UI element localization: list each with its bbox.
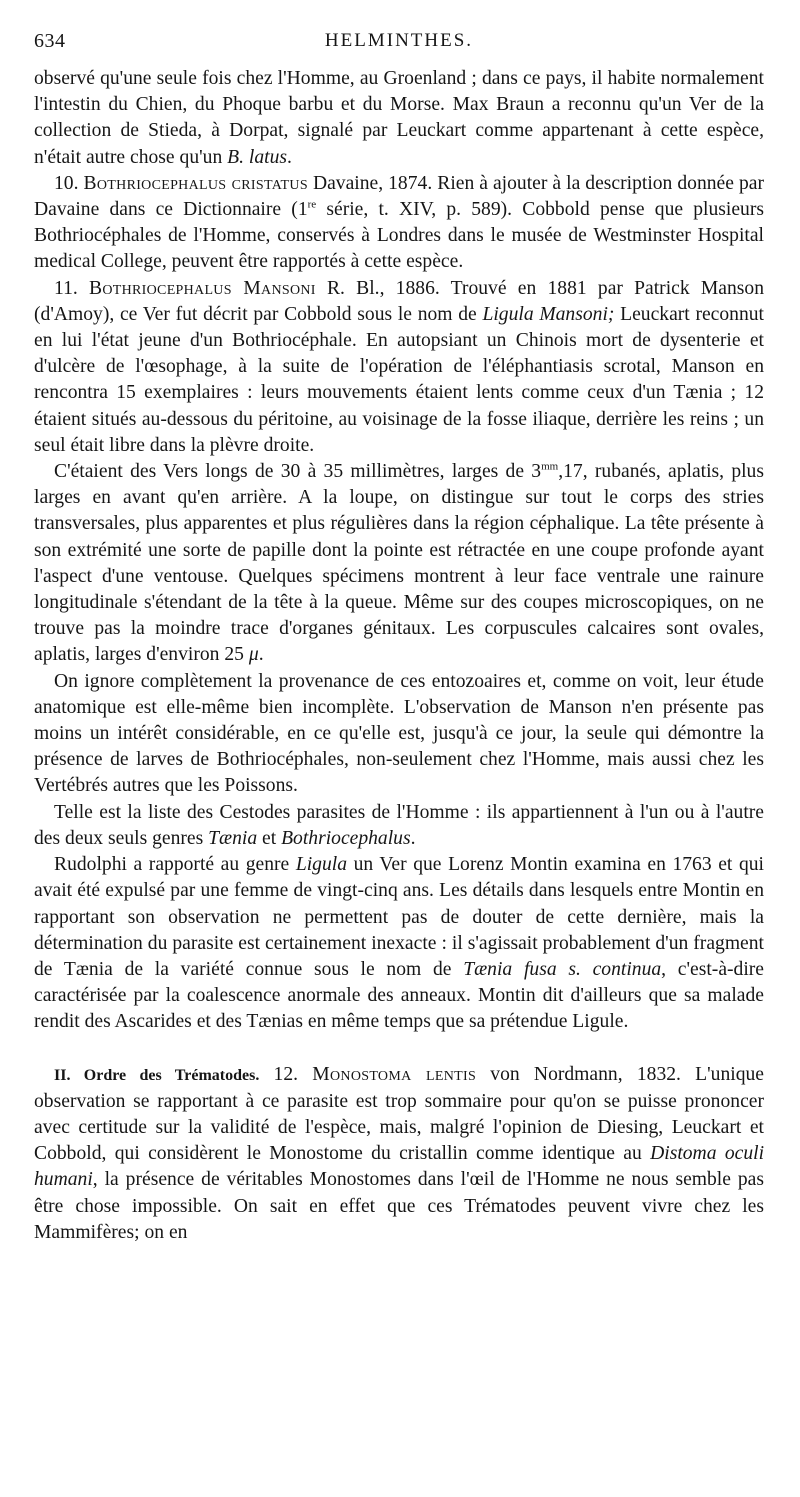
species-heading: Monostoma lentis — [312, 1063, 477, 1085]
paragraph-description — [34, 459, 764, 669]
text-run: Rudolphi a rapporté au genre — [54, 854, 296, 876]
unit-symbol: μ — [248, 644, 259, 666]
superscript: re — [307, 198, 317, 211]
text-run: R. Bl., 1886. Trouvé en 1881 par Patrick Manson (d'Amoy), ce Ver fut décrit par Cobbold sous le nom de — [34, 277, 764, 325]
text-run: Telle est la liste des Cestodes parasites de l'Homme : ils appartiennent à l'un ou à l'autre des deux seuls genres — [34, 801, 764, 849]
paragraph-ligula — [34, 852, 764, 1035]
paragraph-continuation — [34, 66, 764, 171]
section-heading: II. Ordre des Trématodes. — [54, 1066, 260, 1084]
text-run: , c'est-à-dire caractérisée par la coalescence anormale des anneaux. Montin dit d'ailleurs que sa malade rendit des Ascarides et des Tænias en même temps que sa prétendue Ligule. — [34, 958, 764, 1033]
species-name: B. latus — [227, 146, 288, 168]
text-run: . — [258, 644, 264, 666]
genus-name: Ligula — [295, 854, 348, 876]
species-name: Distoma oculi humani — [34, 1143, 765, 1191]
species-name: Ligula Mansoni; — [482, 303, 615, 325]
text-run: . — [410, 827, 416, 849]
species-heading: Bothriocephalus Mansoni — [89, 277, 316, 299]
species-name: Tænia fusa s. continua — [463, 958, 662, 980]
page-number: 634 — [34, 30, 66, 52]
entry-number: 10. — [54, 172, 79, 194]
text-run: ,17, rubanés, aplatis, plus larges en avant qu'en arrière. A la loupe, on distingue sur tout le corps des stries transversales, plus apparentes et plus régulières dans la région céphalique. La tête présente à son extrémité une sorte de papille dont la pointe est rétractée en une coupe profonde ayant l'aspect d'une ventouse. Quelques spécimens montrent à leur face ventrale une rainure longitudinale s'étendant de la tête à la queue. Même sur des coupes microscopiques, on ne trouve pas la moindre trace d'organes génitaux. Les corpuscules calcaires sont ovales, aplatis, larges d'environ 25 — [34, 461, 764, 666]
genus-name: Bothriocephalus — [281, 827, 411, 849]
entry-number: 11. — [54, 277, 78, 299]
text-run: observé qu'une seule fois chez l'Homme, au Groenland ; dans ce pays, il habite normalement l'intestin du Chien, du Phoque barbu et du Morse. Max Braun a reconnu qu'un Ver de la collection de Stieda, à Dorpat, signalé par Leuckart comme appartenant à cette espèce, n'était autre chose qu'un — [34, 68, 764, 168]
running-head: HELMINTHES. — [324, 30, 474, 51]
text-run: Davaine, 1874. Rien à ajouter à la description donnée par Davaine dans ce Dictionnaire (1 — [34, 172, 764, 221]
text-run: C'étaient des Vers longs de 30 à 35 millimètres, larges de 3 — [54, 461, 542, 483]
text-run: . — [287, 146, 292, 168]
text-run: von Nordmann, 1832. L'unique observation se rapportant à ce parasite est trop sommaire pour qu'on se puisse prononcer avec certitude sur la validité de l'espèce, mais, malgré l'opinion de Diesing, Leuckart et Cobbold, qui considèrent le Monostome du cristallin comme identique au — [34, 1063, 764, 1165]
text-run: un Ver que Lorenz Montin examina en 1763 et qui avait été expulsé par une femme de vingt-cinq ans. Les détails dans lesquels entre Montin en rapportant son observation ne permettent pas de douter de cette dernière, mais la détermination du parasite est certainement inexacte : il s'agissait probablement d'un fragment de Tænia de la variété connue sous le nom de — [34, 854, 764, 980]
section-trematodes — [34, 1062, 764, 1246]
entry-11 — [34, 276, 764, 459]
text-run: , la présence de véritables Monostomes dans l'œil de l'Homme ne nous semble pas être chose impossible. On sait en effet que ces Trématodes peuvent vivre chez les Mammifères; on en — [34, 1169, 764, 1243]
paragraph-summary — [34, 800, 764, 852]
paragraph-origin: On ignore complètement la provenance de ces entozoaires et, comme on voit, leur étude anatomique est elle-même bien incomplète. L'observation de Manson n'en présente pas moins un intérêt considérable, en ce qu'elle est, jusqu'à ce jour, la seule qui démontre la présence de larves de Bothriocéphales, non-seulement chez l'Homme, mais aussi chez les Vertébrés autres que les Poissons. — [34, 670, 764, 797]
entry-10 — [34, 171, 764, 276]
superscript: mm — [541, 460, 559, 473]
text-run: et — [257, 827, 282, 849]
species-heading: Bothriocephalus cristatus — [83, 172, 308, 194]
text-run: Leuckart reconnut en lui l'état jeune d'un Bothriocéphale. En autopsiant un Chinois mort de dysenterie et d'ulcère de l'œsophage, à la suite de l'opération de l'éléphantiasis scrotal, Manson en rencontra 15 exemplaires : leurs mouvements étaient lents comme ceux d'un Tænia ; 12 étaient situés au-dessous du péritoine, au voisinage de la fosse iliaque, derrière les reins ; un seul était libre dans la plèvre droite. — [34, 303, 764, 456]
entry-number: 12. — [259, 1063, 313, 1085]
page-header — [34, 28, 764, 58]
genus-name: Tænia — [208, 827, 258, 849]
text-run: série, t. XIV, p. 589). Cobbold pense que plusieurs Bothriocéphales de l'Homme, conservés à Londres dans le musée de Westminster Hospital medical College, peuvent être rapportés à cette espèce. — [34, 199, 765, 273]
